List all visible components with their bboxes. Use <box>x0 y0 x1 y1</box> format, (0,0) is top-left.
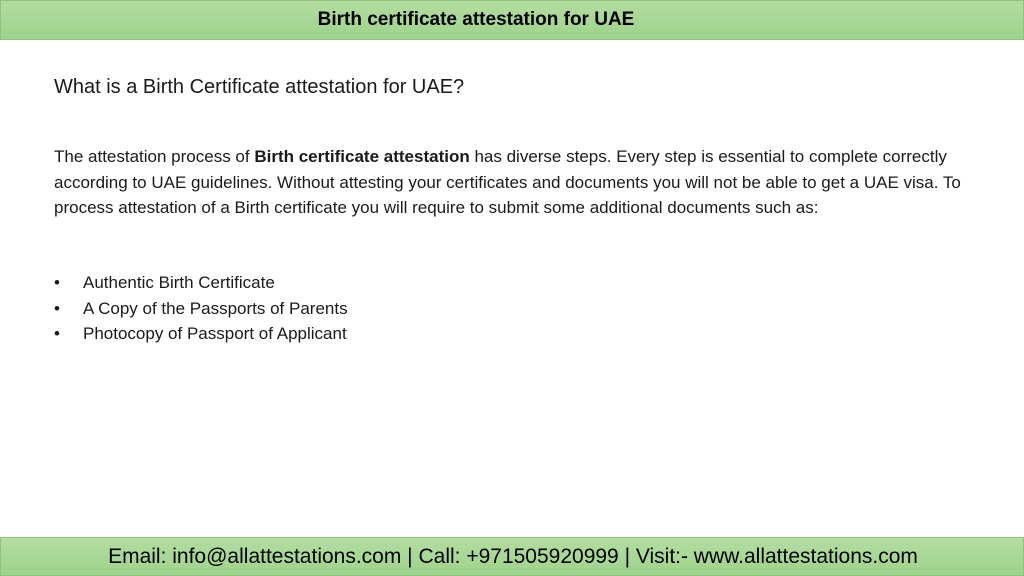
footer-bar <box>0 537 1024 576</box>
paragraph-text-before: The attestation process of <box>54 147 255 166</box>
bullet-icon: • <box>54 298 60 318</box>
footer-contact-info: Email: info@allattestations.com | Call: +971505920999 | Visit:- www.allattestations.com <box>108 545 918 568</box>
bullet-icon: • <box>54 324 60 343</box>
header-bar <box>0 0 1024 40</box>
paragraph-bold-term: Birth certificate attestation <box>254 147 470 166</box>
list-item <box>54 321 348 347</box>
section-question-heading: What is a Birth Certificate attestation for UAE? <box>54 76 465 98</box>
documents-bullet-list <box>54 270 348 347</box>
list-item <box>54 270 348 296</box>
list-item-label: Authentic Birth Certificate <box>83 273 275 292</box>
page-title: Birth certificate attestation for UAE <box>317 9 635 30</box>
paragraph-text-after: has diverse steps. Every step is essential to complete correctly according to UAE guidelines. Without attesting your certificates and documents you will not be able to get a UAE visa. To process attestation of a Birth certificate you will require to submit some additional documents such as: <box>54 147 961 217</box>
list-item <box>54 296 348 322</box>
body-paragraph <box>54 144 964 221</box>
bullet-icon: • <box>54 273 60 292</box>
list-item-label: Photocopy of Passport of Applicant <box>83 324 347 343</box>
list-item-label: A Copy of the Passports of Parents <box>83 298 348 318</box>
